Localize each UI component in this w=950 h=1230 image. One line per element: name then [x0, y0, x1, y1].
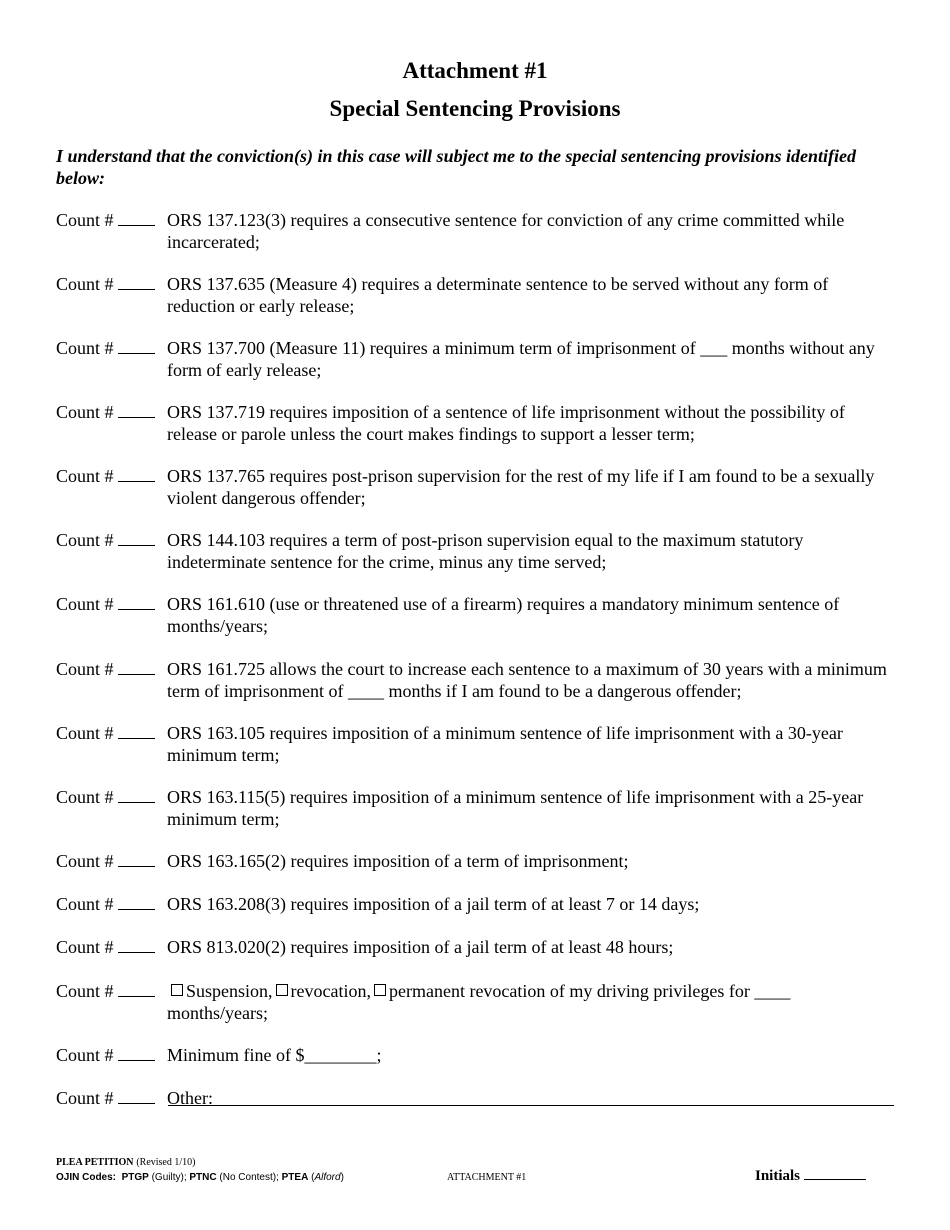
- revocation-label: revocation,: [290, 981, 371, 1001]
- revocation-checkbox[interactable]: [276, 984, 288, 996]
- count-number-blank[interactable]: [118, 1088, 155, 1104]
- code-no-contest: PTNC: [189, 1172, 217, 1183]
- count-label: Count #: [56, 274, 114, 294]
- count-number-blank[interactable]: [118, 723, 155, 739]
- footer-attachment-label: ATTACHMENT #1: [447, 1172, 527, 1183]
- count-label: Count #: [56, 851, 114, 871]
- permanent-revocation-label: permanent revocation of my driving privileges for ____ months/years;: [167, 981, 791, 1023]
- other-input-line[interactable]: [168, 1105, 894, 1106]
- count-number-blank[interactable]: [118, 210, 155, 226]
- count-label: Count #: [56, 466, 114, 486]
- provision-text: ORS 163.105 requires imposition of a minimum sentence of life imprisonment with a 30-year minimum term;: [167, 723, 843, 765]
- code-guilty-desc: (Guilty);: [151, 1172, 187, 1183]
- provision-text: ORS 137.719 requires imposition of a sentence of life imprisonment without the possibility of release or parole unless the court makes findings to support a lesser term;: [167, 402, 845, 444]
- footer-form-name: [56, 1156, 195, 1169]
- initials-field: [755, 1167, 866, 1185]
- provision-text: ORS 163.115(5) requires imposition of a minimum sentence of life imprisonment with a 25-year minimum term;: [167, 787, 864, 829]
- page-subtitle: Special Sentencing Provisions: [329, 96, 621, 121]
- count-number-blank[interactable]: [118, 274, 155, 290]
- count-number-blank[interactable]: [118, 402, 155, 418]
- provision-text: ORS 137.765 requires post-prison supervision for the rest of my life if I am found to be a sexually violent dangerous offender;: [167, 466, 875, 508]
- license-text: [167, 980, 895, 1024]
- count-number-blank[interactable]: [118, 787, 155, 803]
- code-alford-close: ): [340, 1172, 344, 1183]
- footer-ojin-codes: [56, 1171, 344, 1184]
- initials-blank[interactable]: [804, 1167, 866, 1180]
- count-number-blank[interactable]: [118, 466, 155, 482]
- count-number-blank[interactable]: [118, 981, 155, 997]
- provision-text: ORS 813.020(2) requires imposition of a jail term of at least 48 hours;: [167, 937, 674, 957]
- count-number-blank[interactable]: [118, 851, 155, 867]
- count-number-blank[interactable]: [118, 1045, 155, 1061]
- provision-text: ORS 137.123(3) requires a consecutive sentence for conviction of any crime committed while incarcerated;: [167, 210, 845, 252]
- code-guilty: PTGP: [121, 1172, 149, 1183]
- suspension-checkbox[interactable]: [171, 984, 183, 996]
- provision-text: ORS 161.610 (use or threatened use of a firearm) requires a mandatory minimum sentence of months/years;: [167, 594, 840, 636]
- provision-text: ORS 137.635 (Measure 4) requires a determinate sentence to be served without any form of reduction or early release;: [167, 274, 829, 316]
- page-title: Attachment #1: [402, 58, 548, 83]
- provision-text: ORS 163.165(2) requires imposition of a term of imprisonment;: [167, 851, 629, 871]
- provision-text: ORS 137.700 (Measure 11) requires a minimum term of imprisonment of ___ months without any form of early release;: [167, 338, 875, 380]
- count-label: Count #: [56, 1045, 114, 1065]
- count-label: Count #: [56, 894, 114, 914]
- count-number-blank[interactable]: [118, 659, 155, 675]
- count-label: Count #: [56, 1088, 114, 1108]
- count-label: Count #: [56, 402, 114, 422]
- count-number-blank[interactable]: [118, 530, 155, 546]
- count-number-blank[interactable]: [118, 338, 155, 354]
- other-label: Other:: [167, 1088, 213, 1108]
- count-label: Count #: [56, 981, 114, 1001]
- form-name: PLEA PETITION: [56, 1157, 134, 1168]
- count-label: Count #: [56, 594, 114, 614]
- ojin-label: OJIN Codes:: [56, 1172, 117, 1183]
- provision-text: ORS 144.103 requires a term of post-prison supervision equal to the maximum statutory indeterminate sentence for the crime, minus any time served;: [167, 530, 804, 572]
- count-label: Count #: [56, 937, 114, 957]
- count-number-blank[interactable]: [118, 894, 155, 910]
- count-number-blank[interactable]: [118, 594, 155, 610]
- provision-text: ORS 163.208(3) requires imposition of a jail term of at least 7 or 14 days;: [167, 894, 700, 914]
- count-number-blank[interactable]: [118, 937, 155, 953]
- code-no-contest-desc: (No Contest);: [219, 1172, 279, 1183]
- intro-statement: I understand that the conviction(s) in this case will subject me to the special sentencing provisions identified below:: [56, 146, 857, 188]
- count-label: Count #: [56, 338, 114, 358]
- initials-label: Initials: [755, 1168, 801, 1184]
- count-label: Count #: [56, 723, 114, 743]
- fine-text: Minimum fine of $________;: [167, 1045, 382, 1065]
- code-alford-open: (: [311, 1172, 315, 1183]
- suspension-label: Suspension,: [186, 981, 273, 1001]
- permanent-revocation-checkbox[interactable]: [374, 984, 386, 996]
- code-alford: PTEA: [281, 1172, 309, 1183]
- count-label: Count #: [56, 210, 114, 230]
- code-alford-desc: Alford: [314, 1172, 341, 1183]
- count-label: Count #: [56, 530, 114, 550]
- count-label: Count #: [56, 659, 114, 679]
- form-revision: (Revised 1/10): [136, 1157, 196, 1168]
- count-label: Count #: [56, 787, 114, 807]
- provision-text: ORS 161.725 allows the court to increase each sentence to a maximum of 30 years with a minimum term of imprisonment of ____ months if I am found to be a dangerous offender;: [167, 659, 887, 701]
